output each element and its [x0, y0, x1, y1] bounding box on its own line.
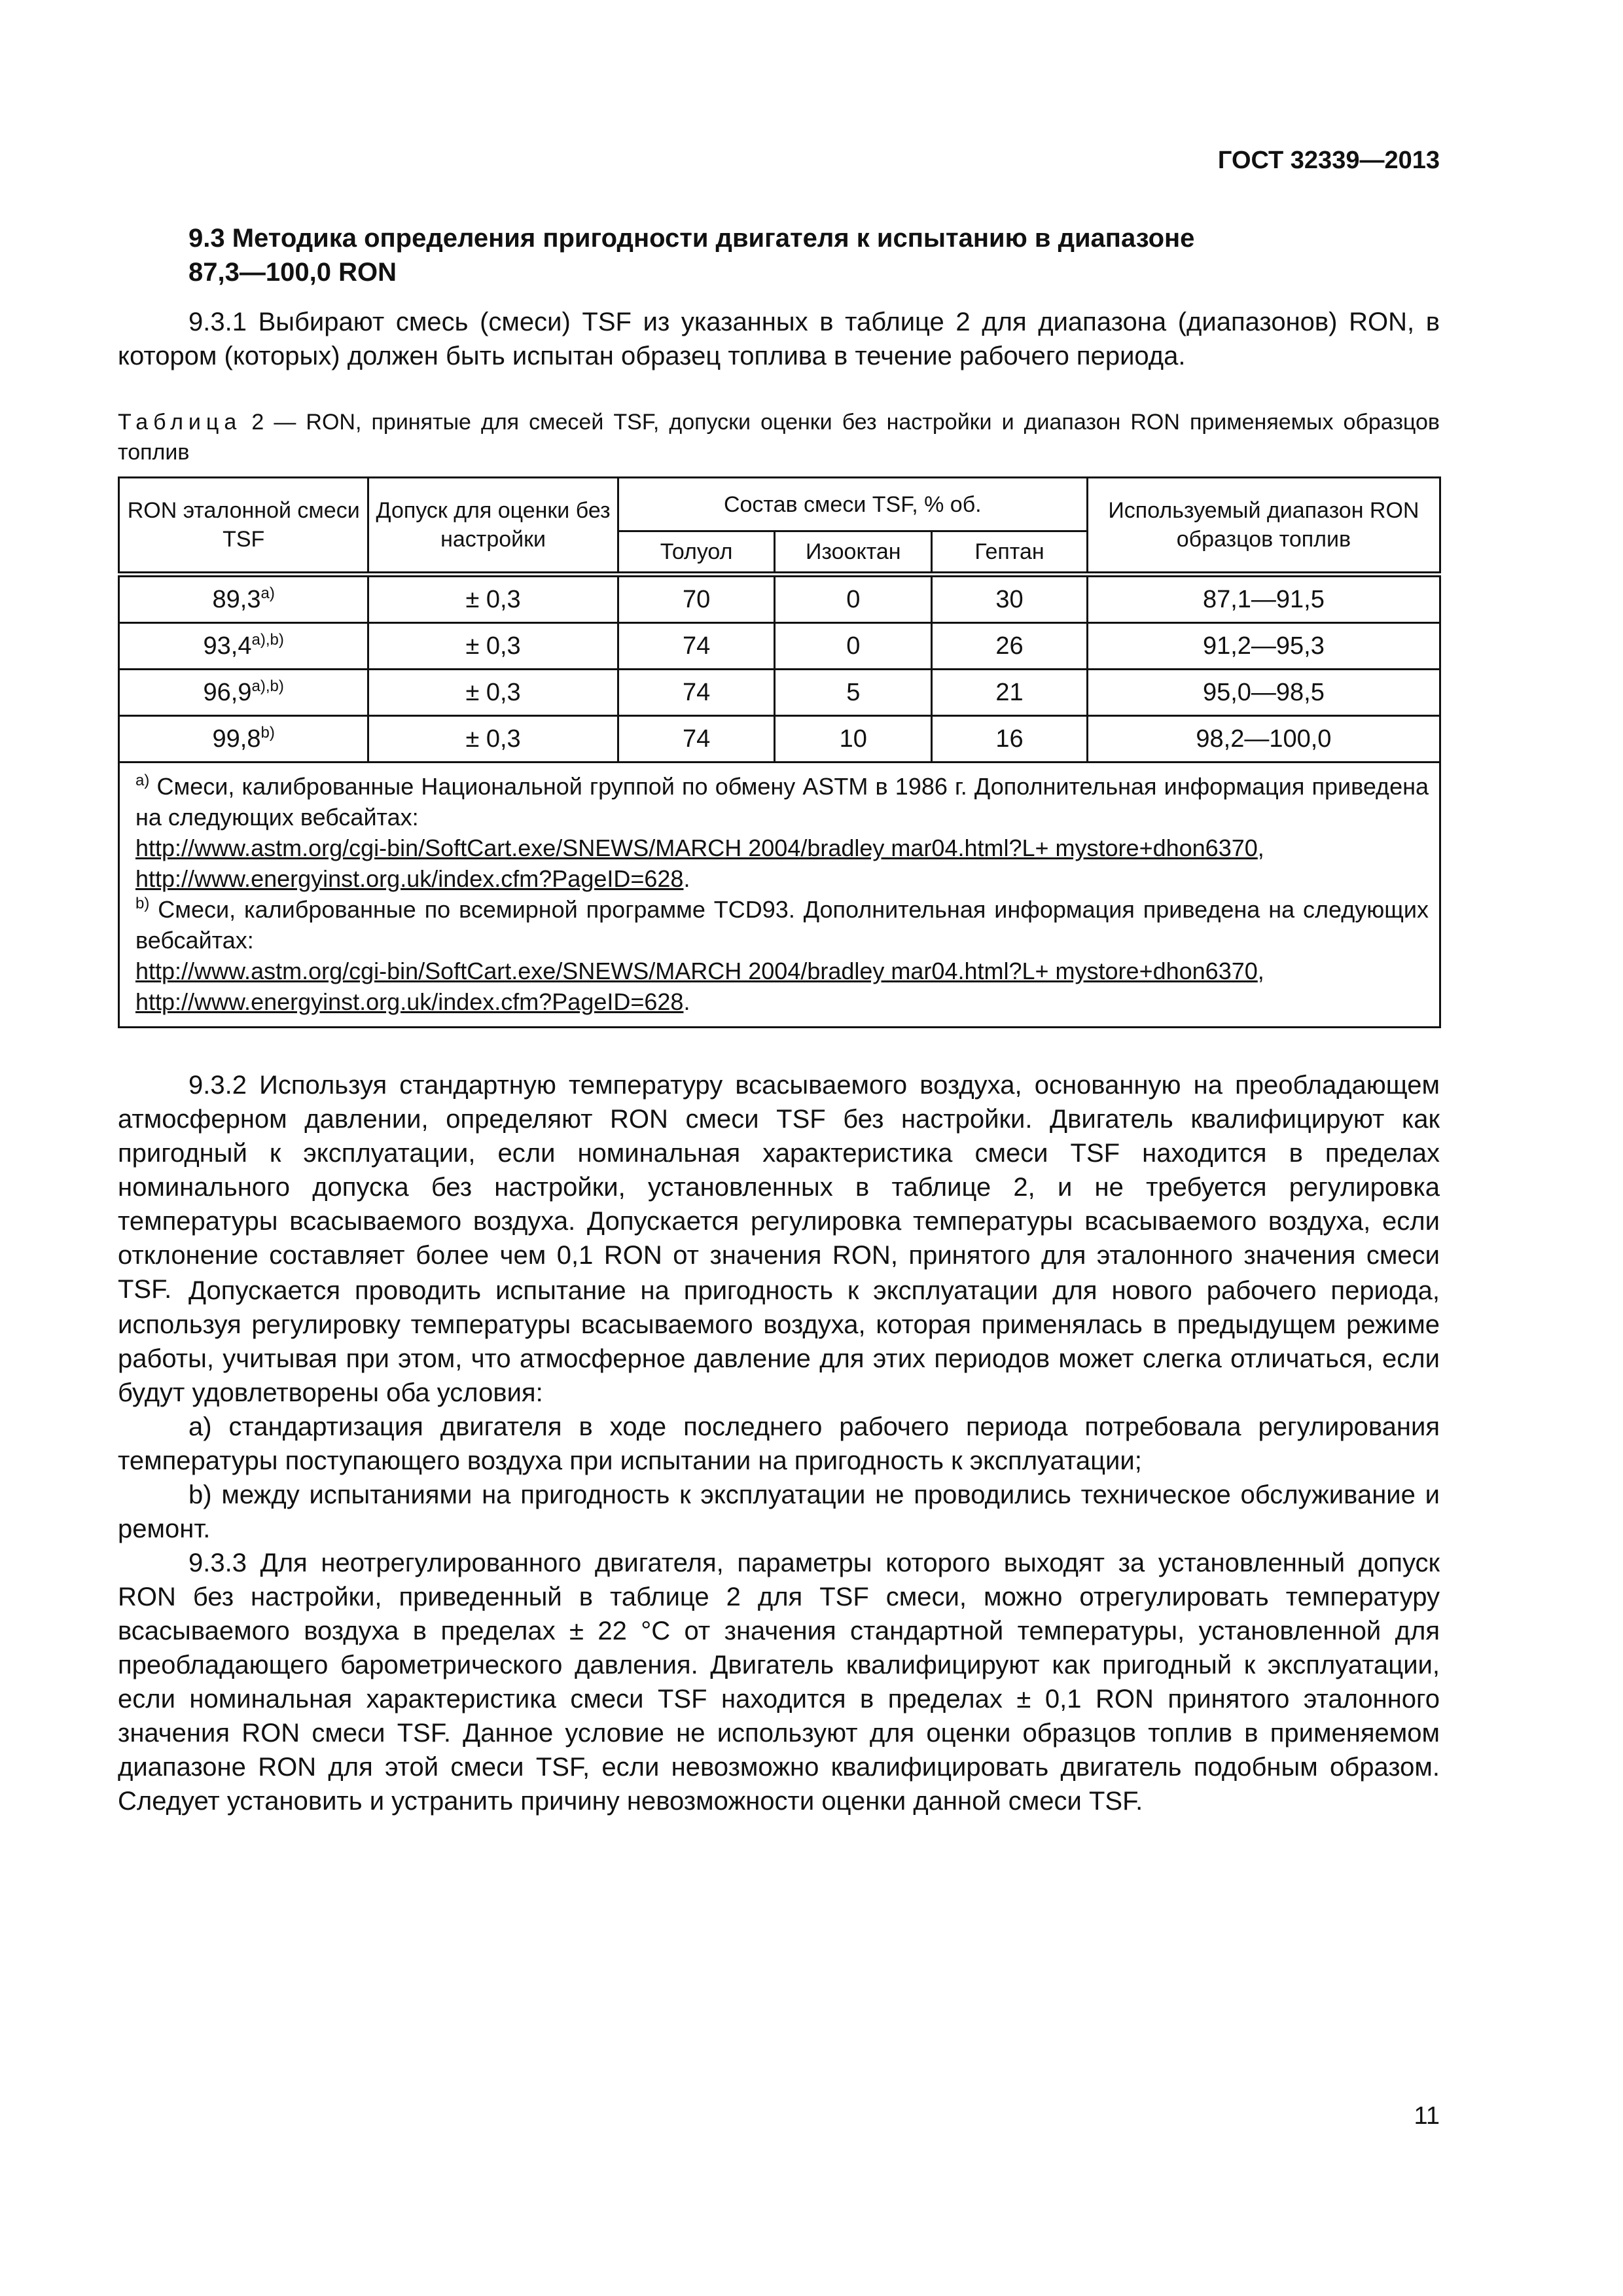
cell-tolerance: ± 0,3	[368, 575, 618, 623]
cell-range: 95,0—98,5	[1087, 670, 1440, 716]
table-caption-label: Таблица	[118, 410, 242, 435]
paragraph-condition-b: b) между испытаниями на пригодность к эксплуатации не проводились техническое обслуживание и ремонт.	[118, 1480, 1440, 1543]
cell-ron: $93,4^{a),b)}$	[119, 623, 368, 670]
table-row	[119, 716, 1440, 762]
header-heptane: Гептан	[932, 531, 1088, 575]
cell-ron: 89,3$^{a)}$	[119, 575, 368, 623]
section-heading-line2: 87,3—100,0 RON	[188, 258, 397, 287]
page-number: 11	[1414, 2102, 1440, 2130]
footnote-a-link-astm[interactable]: http://www.astm.org/cgi-bin/SoftCart.exe/SNEWS/MARCH 2004/bradley mar04.html?L+ mystore+dhon6370	[135, 834, 1258, 861]
footnote-a-link-energyinst[interactable]: http://www.energyinst.org.uk/index.cfm?PageID=628	[135, 865, 684, 892]
header-composition: Состав смеси TSF, % об.	[618, 478, 1087, 531]
header-tolerance: Допуск для оценки без настройки	[368, 478, 618, 575]
table-caption	[118, 407, 1440, 467]
cell-isooctane: 0	[775, 623, 932, 670]
footnote-a: $^{a)}$ Смеси, калиброванные Национальной группой по обмену ASTM в 1986 г. Дополнительная информация приведена на следующих вебсайтах:	[135, 772, 1429, 831]
footnote-b-link-astm[interactable]: http://www.astm.org/cgi-bin/SoftCart.exe/SNEWS/MARCH 2004/bradley mar04.html?L+ mystore+dhon6370	[135, 958, 1258, 984]
cell-toluene: 74	[618, 670, 775, 716]
cell-heptane: 30	[932, 575, 1088, 623]
paragraph-condition-a: а) стандартизация двигателя в ходе последнего рабочего периода потребовала регулирования температуры поступающего воздуха при испытании на пригодность к эксплуатации;	[118, 1412, 1440, 1475]
cell-heptane: 16	[932, 716, 1088, 762]
header-toluene: Толуол	[618, 531, 775, 575]
ron-table	[118, 476, 1441, 1028]
paragraph-9-3-2: 9.3.2 Используя стандартную температуру всасываемого воздуха, основанную на преобладающем атмосферном давлении, определяют RON смеси TSF без настройки. Двигатель квалифицируют как пригодный к эксплуатации, если номинальная характеристика смеси TSF находится в пределах номинального допуска без настройки, установленных в таблице 2, и не требуется регулировка температуры всасываемого воздуха. Допускается регулировка температуры всасываемого воздуха, если отклонение составляет более чем 0,1 RON от значения RON, принятого для эталонного значения смеси TSF.	[118, 1071, 1440, 1304]
header-isooctane: Изооктан	[775, 531, 932, 575]
cell-toluene: 74	[618, 623, 775, 670]
cell-range: 91,2—95,3	[1087, 623, 1440, 670]
cell-tolerance: ± 0,3	[368, 623, 618, 670]
table-row	[119, 670, 1440, 716]
paragraph-allowance: Допускается проводить испытание на пригодность к эксплуатации для нового рабочего периода, используя регулировку температуры всасываемого воздуха, которая применялась в предыдущем режиме работы, учитывая при этом, что атмосферное давление для этих периодов может слегка отличаться, если будут удовлетворены оба условия:	[118, 1276, 1440, 1407]
section-heading	[188, 221, 1432, 289]
table-row	[119, 575, 1440, 623]
paragraph-9-3-3: 9.3.3 Для неотрегулированного двигателя, параметры которого выходят за установленный допуск RON без настройки, приведенный в таблице 2 для TSF смеси, можно отрегулировать температуру всасываемого воздуха в пределах ± 22 °С от значения стандартной температуры, установленной для преобладающего барометрического давления. Двигатель квалифицируют как пригодный к эксплуатации, если номинальная характеристика смеси TSF находится в пределах ± 0,1 RON принятого эталонного значения RON смеси TSF. Данное условие не используют для оценки образцов топлив в применяемом диапазоне RON для этой смеси TSF, если невозможно квалифицировать двигатель подобным образом. Следует установить и устранить причину невозможности оценки данной смеси TSF.	[118, 1549, 1440, 1816]
document-id-header: ГОСТ 32339—2013	[1217, 147, 1440, 174]
footnote-b: $^{b)}$ Смеси, калиброванные по всемирной программе TCD93. Дополнительная информация приведена на следующих вебсайтах:	[135, 895, 1429, 954]
header-range: Используемый диапазон RON образцов топлив	[1087, 478, 1440, 575]
cell-tolerance: ± 0,3	[368, 670, 618, 716]
table-footnotes-row	[119, 762, 1440, 1028]
cell-range: 87,1—91,5	[1087, 575, 1440, 623]
table-row	[119, 623, 1440, 670]
section-heading-line1: 9.3 Методика определения пригодности двигателя к испытанию в диапазоне	[188, 224, 1195, 253]
paragraph-9-3-1: 9.3.1 Выбирают смесь (смеси) TSF из указанных в таблице 2 для диапазона (диапазонов) RON, в котором (которых) должен быть испытан образец топлива в течение рабочего периода.	[118, 308, 1440, 370]
header-ron-reference: RON эталонной смеси TSF	[119, 478, 368, 575]
cell-tolerance: ± 0,3	[368, 716, 618, 762]
document-page	[118, 0, 1440, 2296]
cell-ron: 99,8$^{b)}$	[119, 716, 368, 762]
cell-isooctane: 0	[775, 575, 932, 623]
footnote-b-link-energyinst[interactable]: http://www.energyinst.org.uk/index.cfm?PageID=628	[135, 988, 684, 1015]
table-caption-text: 2 — RON, принятые для смесей TSF, допуски оценки без настройки и диапазон RON применяемых образцов топлив	[118, 410, 1440, 465]
cell-heptane: 26	[932, 623, 1088, 670]
cell-isooctane: 10	[775, 716, 932, 762]
cell-isooctane: 5	[775, 670, 932, 716]
table-footnotes: $^{a)}$ Смеси, калиброванные Национальной группой по обмену ASTM в 1986 г. Дополнительная информация приведена на следующих вебсайтах: http://www.astm.org/cgi-bin/SoftCart.exe/SNEWS/MARCH 2004/bradley mar04.html?L+ mystore+dhon6370, http://www.energyinst.org.uk/index.cfm?PageID=628. $^{b)}$ Смеси, калиброванные по всемирной программе TCD93. Дополнительная информация приведена на следующих вебсайтах: http://www.astm.org/cgi-bin/SoftCart.exe/SNEWS/MARCH 2004/bradley mar04.html?L+ mystore+dhon6370, http://www.energyinst.org.uk/index.cfm?PageID=628.	[119, 762, 1440, 1028]
cell-ron: $96,9^{a),b)}$	[119, 670, 368, 716]
cell-toluene: 74	[618, 716, 775, 762]
cell-toluene: 70	[618, 575, 775, 623]
cell-range: 98,2—100,0	[1087, 716, 1440, 762]
cell-heptane: 21	[932, 670, 1088, 716]
